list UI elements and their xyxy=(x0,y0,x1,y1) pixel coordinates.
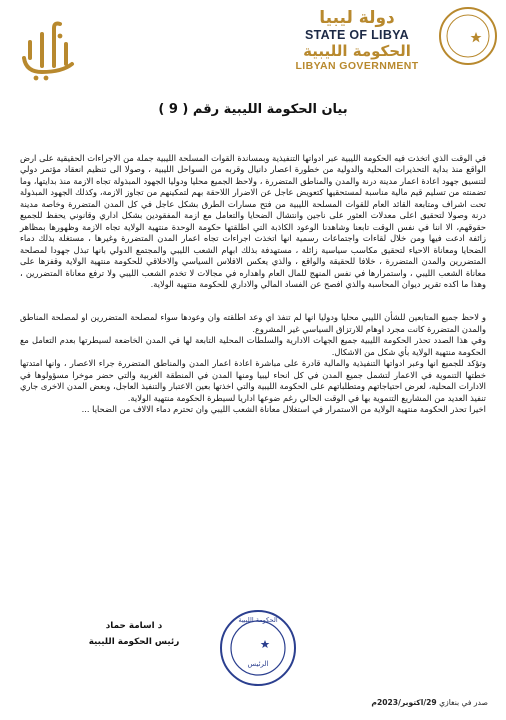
paragraph-4: وتؤكد للجميع انها وعبر ادواتها التنفيذية والمالية قادرة على مباشرة اعادة اعمار المدن والمناطق المتضررة جراء الاعصار ، وانها امتدتها خطتها التنموية في الاعمار لتشمل جميع المدن في كل انحاء ليبيا ومنها المدن في المنطقة الغربية والتي حضر موخرا مسؤولوها في الادارات المحلية، لعرض احتياجاتهم ومتطلباتهم على الحكومة الليبية والتي اخذتها بعين الاعتبار والتنفيذ العاجل، وبعض المدن الاخرى جاري تنفيذ العديد من المشاريع التنموية بها في الوقت الحالي رغم ضوعها اداريا لسيطرة الحكومة منتهية الولاية. xyxy=(20,358,486,403)
paragraph-2: و لاحظ جميع المتابعين للشأن الليبي محليا ودوليا انها لم تنفذ اي وعد اطلقته وان وعودها سواء لمصلحة المتضررين او لمصلحة المناطق والمدن المتضررة كانت مجرد اوهام للارتزاق السياسي غير المشروع. xyxy=(20,312,486,334)
government-arabic: الحكومة الليبية xyxy=(303,42,411,60)
signer-role: رئيس الحكومة الليبية xyxy=(88,637,180,647)
stamp-text-government: الحكومة الليبية xyxy=(238,616,278,624)
official-stamp xyxy=(218,608,298,688)
bayan-logo-icon xyxy=(16,14,82,84)
statement-body xyxy=(20,153,486,416)
paragraph-5: اخيرا تحذر الحكومة منتهية الولاية من الاستمرار في استغلال معاناة الشعب الليبي وان تحترم دماء الالاف من الضحايا ... xyxy=(81,404,486,415)
date-prefix: صدر في بنغازي xyxy=(439,698,488,707)
issue-date xyxy=(328,698,488,707)
bayan-logo xyxy=(16,14,82,84)
date-value: 29/اكتوبر/2023م xyxy=(371,698,437,707)
government-english: LIBYAN GOVERNMENT xyxy=(295,60,419,72)
stamp-icon xyxy=(218,608,298,688)
signer-name: د اسامة حماد xyxy=(105,621,163,631)
header-text xyxy=(278,8,436,72)
stamp-text-role: الرئيس xyxy=(247,660,269,668)
government-emblem xyxy=(438,6,498,66)
paragraph-3: وفي هذا الصدد تحذر الحكومة الليبية جميع الجهات الادارية والسلطات المحلية التابعة لها في المدن الخاضعة لسيطرتها بعدم التعامل مع الحكومة منتهية الولاية بأي شكل من الاشكال. xyxy=(20,335,486,357)
emblem-icon xyxy=(438,6,498,66)
statement-title: بيان الحكومة الليبية رقم ( 9 ) xyxy=(158,102,348,117)
paragraph-1: في الوقت الذي اتخذت فيه الحكومة الليبية عبر ادواتها التنفيذية وبمساندة القوات المسلحة الليبية جملة من الاجراءات الحقيقية على ارض الواقع منذ بداية التحذيرات المحلية والدولية من خطورة اعصار دانيال وقربه من السواحل الليبية ، وصولا الى تنظيم انعقاد مؤتمر دولي لتنسيق جهود اعادة اعمار مدينة درنة والمدن والمناطق المتضررة ، ولاحظ الجميع محليا ودوليا الجهود المبذولة تجاه الازمة منذ بدايتها، وما تضمنته من تسليم قيم مالية مناسبة لمستحقيها كتعويض عاجل عن الاضرار اللاحقة بهم لتمكينهم من تجاوز الازمة، وكذلك الجهود المبذولة تحت اشراف ومتابعة القائد العام للقوات المسلحة الليبية من فتح مسارات الطرق بشكل عاجل في كل المدن المتضررة وخاصة مدينة درنة وصولا لتحقيق اعلى معدلات العثور على ناجين وانتشال الضحايا والتعامل مع ازمة المفقودين بشكل اداري وقانوني يحفظ للجميع حقوقهم، الا اننا في نفس الوقت تابعنا وشاهدنا الوعود الكاذبة التي اطلقتها حكومة الوحدة منتهية الولاية تجاه الازمة وظهورها بمظاهر زائفة ادعت فيها ومن خلال لقاءات واجتماعات رسمية انها اتخذت اجراءات تجاه اعمار المدن المتضررة وغيرها ، مستغلة بذلك دماء الضحايا ومعاناة الاحياء لتحقيق مكاسب سياسية زائلة ، مستهدفة بذلك ابهام الشعب الليبي والمجتمع الدولي بانها تبذل جهودا لمصلحة المتضررين والمدن المتضررة ، خلافا للحقيقة والواقع ، والذي يعكس الافلاس السياسي والاخلاقي للحكومة منتهية الولاية وقفزها على معاناة الشعب الليبي ، واستمرارها في نفس المنهج للمال العام واهداره في مجالات لا تخدم الشعب الليبي ولا ترفع معاناة المتضررين ، وهذا ما اكده تقرير ديوان المحاسبة والذي افصح عن الفساد المالي والاداري للحكومة منتهية الولاية. xyxy=(20,153,486,289)
state-english: STATE OF LIBYA xyxy=(305,28,409,42)
signature-block xyxy=(88,618,180,650)
state-arabic: دولة ليبيا xyxy=(319,8,395,28)
